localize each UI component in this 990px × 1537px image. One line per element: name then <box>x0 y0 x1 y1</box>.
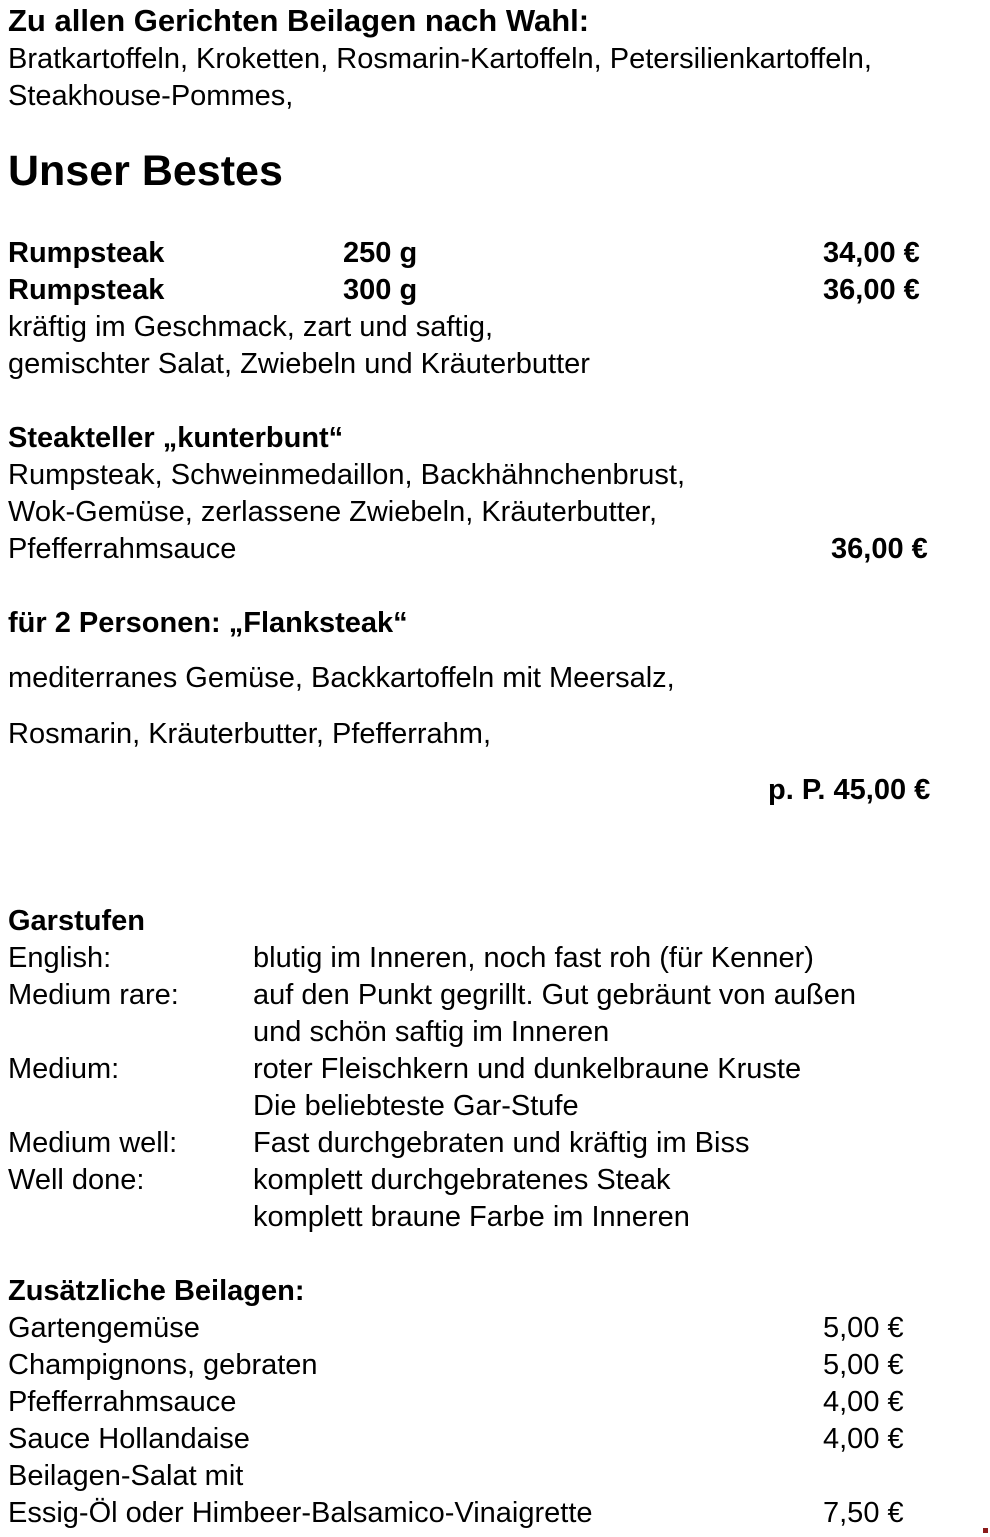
garstufen-label: English: <box>8 942 112 974</box>
garstufen-text: Fast durchgebraten und kräftig im Biss <box>253 1127 750 1159</box>
rumpsteak-price-2: 36,00 € <box>823 274 920 306</box>
flanksteak-name: für 2 Personen: „Flanksteak“ <box>8 607 408 639</box>
rumpsteak-desc-1: kräftig im Geschmack, zart und saftig, <box>8 311 494 343</box>
beilage-name: Sauce Hollandaise <box>8 1423 250 1455</box>
section-title: Unser Bestes <box>8 147 283 195</box>
flanksteak-desc-2: Rosmarin, Kräuterbutter, Pfefferrahm, <box>8 718 492 750</box>
garstufen-text: Die beliebteste Gar-Stufe <box>253 1090 579 1122</box>
garstufen-text: und schön saftig im Inneren <box>253 1016 610 1048</box>
beilage-price: 5,00 € <box>823 1349 904 1381</box>
flanksteak-price: p. P. 45,00 € <box>768 774 931 806</box>
flanksteak-desc-1: mediterranes Gemüse, Backkartoffeln mit Meersalz, <box>8 662 675 694</box>
rumpsteak-name-2: Rumpsteak <box>8 274 165 306</box>
sides-list-line-2: Steakhouse-Pommes, <box>8 80 294 112</box>
rumpsteak-name-1: Rumpsteak <box>8 237 165 269</box>
beilage-price: 4,00 € <box>823 1423 904 1455</box>
sides-list-line-1: Bratkartoffeln, Kroketten, Rosmarin-Kartoffeln, Petersilienkartoffeln, <box>8 43 872 75</box>
beilage-price: 5,00 € <box>823 1312 904 1344</box>
beilage-name: Beilagen-Salat mit <box>8 1460 244 1492</box>
sides-heading: Zu allen Gerichten Beilagen nach Wahl: <box>8 3 590 38</box>
rumpsteak-price-1: 34,00 € <box>823 237 920 269</box>
garstufen-label: Well done: <box>8 1164 145 1196</box>
garstufen-text: roter Fleischkern und dunkelbraune Kruste <box>253 1053 802 1085</box>
beilage-price: 7,50 € <box>823 1497 904 1529</box>
steakteller-desc-3: Pfefferrahmsauce <box>8 533 237 565</box>
rumpsteak-desc-2: gemischter Salat, Zwiebeln und Kräuterbutter <box>8 348 590 380</box>
garstufen-text: komplett braune Farbe im Inneren <box>253 1201 690 1233</box>
garstufen-heading: Garstufen <box>8 905 145 937</box>
rumpsteak-weight-2: 300 g <box>343 274 418 306</box>
beilage-price: 4,00 € <box>823 1386 904 1418</box>
beilage-name: Essig-Öl oder Himbeer-Balsamico-Vinaigrette <box>8 1497 593 1529</box>
garstufen-text: blutig im Inneren, noch fast roh (für Kenner) <box>253 942 814 974</box>
steakteller-price: 36,00 € <box>831 533 928 565</box>
garstufen-label: Medium well: <box>8 1127 178 1159</box>
garstufen-label: Medium: <box>8 1053 120 1085</box>
garstufen-label: Medium rare: <box>8 979 179 1011</box>
beilage-name: Pfefferrahmsauce <box>8 1386 237 1418</box>
steakteller-desc-2: Wok-Gemüse, zerlassene Zwiebeln, Kräuterbutter, <box>8 496 658 528</box>
rumpsteak-weight-1: 250 g <box>343 237 418 269</box>
beilage-name: Champignons, gebraten <box>8 1349 318 1381</box>
beilage-name: Gartengemüse <box>8 1312 200 1344</box>
page-corner-marker <box>983 1528 988 1533</box>
steakteller-name: Steakteller „kunterbunt“ <box>8 422 344 454</box>
garstufen-text: komplett durchgebratenes Steak <box>253 1164 671 1196</box>
beilagen-heading: Zusätzliche Beilagen: <box>8 1275 305 1307</box>
garstufen-text: auf den Punkt gegrillt. Gut gebräunt von außen <box>253 979 856 1011</box>
steakteller-desc-1: Rumpsteak, Schweinmedaillon, Backhähnchenbrust, <box>8 459 686 491</box>
